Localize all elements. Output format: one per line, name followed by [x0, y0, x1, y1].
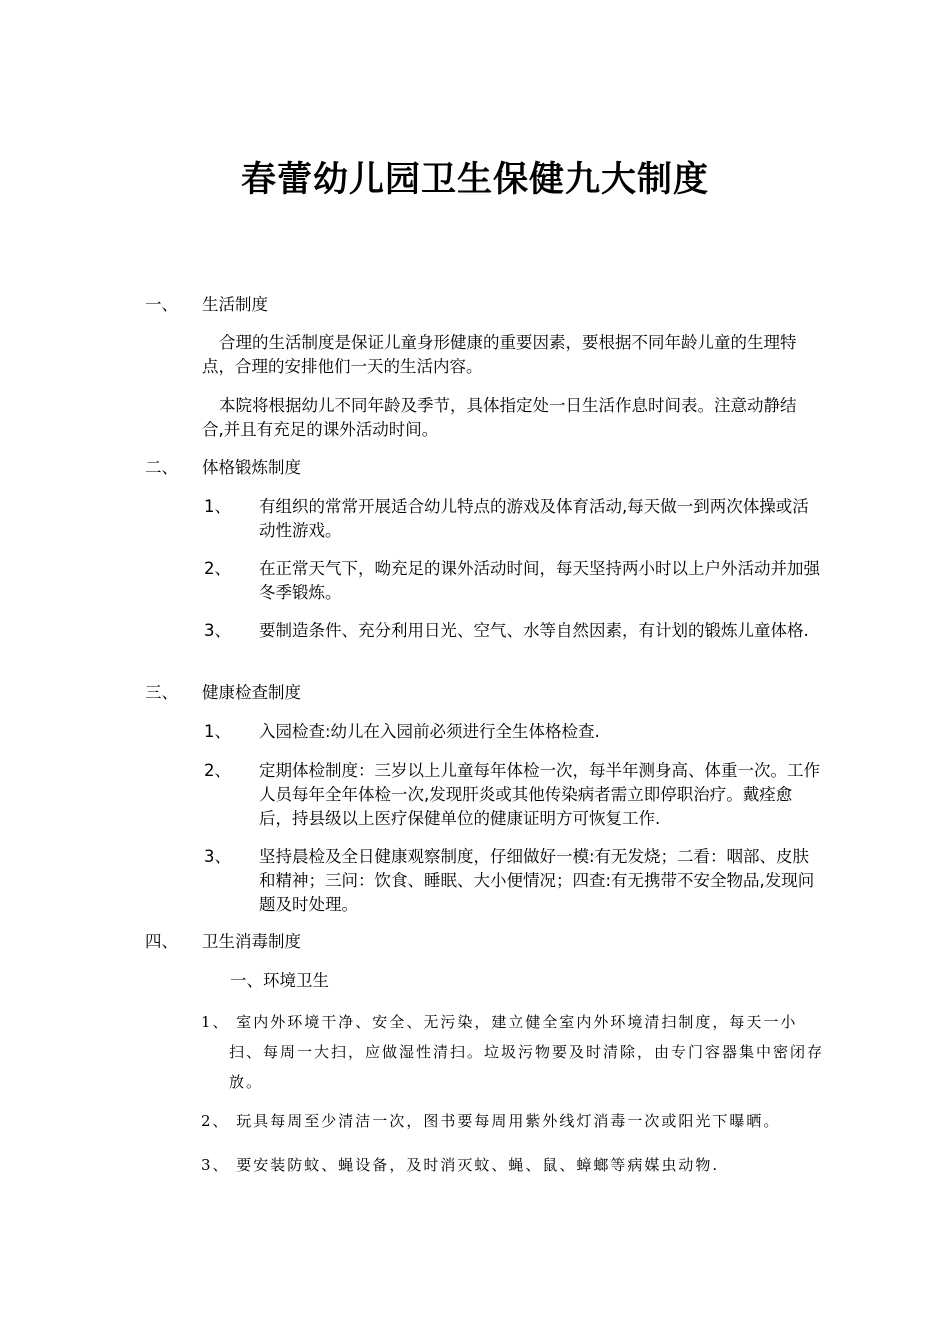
section-2-item-2-number: 2、 [204, 559, 231, 578]
section-3-item-3-text: 坚持晨检及全日健康观察制度，仔细做好一模:有无发烧；二看：咽部、皮肤和精神；三问：饮食、睡眠、大小便情况；四查:有无携带不安全物品,发现问题及时处理。 [259, 847, 815, 914]
section-2-item-2-text: 在正常天气下，呦充足的课外活动时间，每天坚持两小时以上户外活动并加强冬季锻炼。 [259, 559, 820, 602]
section-2-item-3-number: 3、 [204, 621, 231, 640]
section-3-item-2-number: 2、 [204, 761, 231, 780]
section-4-heading: 卫生消毒制度 [202, 932, 301, 951]
section-3-item-3-number: 3、 [204, 847, 231, 866]
section-4-number: 四、 [145, 932, 178, 951]
section-2-heading: 体格锻炼制度 [202, 458, 301, 477]
section-1-paragraph-1: 合理的生活制度是保证儿童身形健康的重要因素，要根据不同年龄儿童的生理特点，合理的安排他们一天的生活内容。 [202, 333, 797, 376]
section-3-item-2-text: 定期体检制度：三岁以上儿童每年体检一次，每半年测身高、体重一次。工作人员每年全年体检一次,发现肝炎或其他传染病者需立即停职治疗。戴痊愈后，持县级以上医疗保健单位的健康证明方可恢复工作. [259, 761, 820, 828]
section-4-item-1: 1、 室内外环境干净、安全、无污染，建立健全室内外环境清扫制度，每天一小扫、每周一大扫，应做湿性清扫。垃圾污物要及时清除，由专门容器集中密闭存放。 [201, 1013, 825, 1091]
section-2-item-1-number: 1、 [204, 497, 231, 516]
section-4-subheading: 一、环境卫生 [230, 971, 329, 990]
section-2-item-3-text: 要制造条件、充分利用日光、空气、水等自然因素，有计划的锻炼儿童体格. [259, 621, 809, 640]
section-3-item-1-text: 入园检查:幼儿在入园前必须进行全生体格检查. [259, 722, 600, 741]
section-2-item-1-text: 有组织的常常开展适合幼儿特点的游戏及体育活动,每天做一到两次体操或活动性游戏。 [259, 497, 809, 540]
document-title: 春蕾幼儿园卫生保健九大制度 [240, 160, 709, 200]
section-4-item-3: 3、 要安装防蚊、蝇设备，及时消灭蚊、蝇、鼠、蟑螂等病媒虫动物. [201, 1156, 720, 1174]
section-3-number: 三、 [145, 683, 178, 702]
section-3-item-1-number: 1、 [204, 722, 231, 741]
section-4-item-2: 2、 玩具每周至少清洁一次，图书要每周用紫外线灯消毒一次或阳光下曝晒。 [201, 1112, 781, 1130]
section-2-number: 二、 [145, 458, 178, 477]
section-1-paragraph-2: 本院将根据幼儿不同年龄及季节，具体指定处一日生活作息时间表。注意动静结合,并且有充足的课外活动时间。 [202, 396, 797, 439]
section-3-heading: 健康检查制度 [202, 683, 301, 702]
section-1-number: 一、 [145, 295, 178, 314]
section-1-heading: 生活制度 [202, 295, 268, 314]
